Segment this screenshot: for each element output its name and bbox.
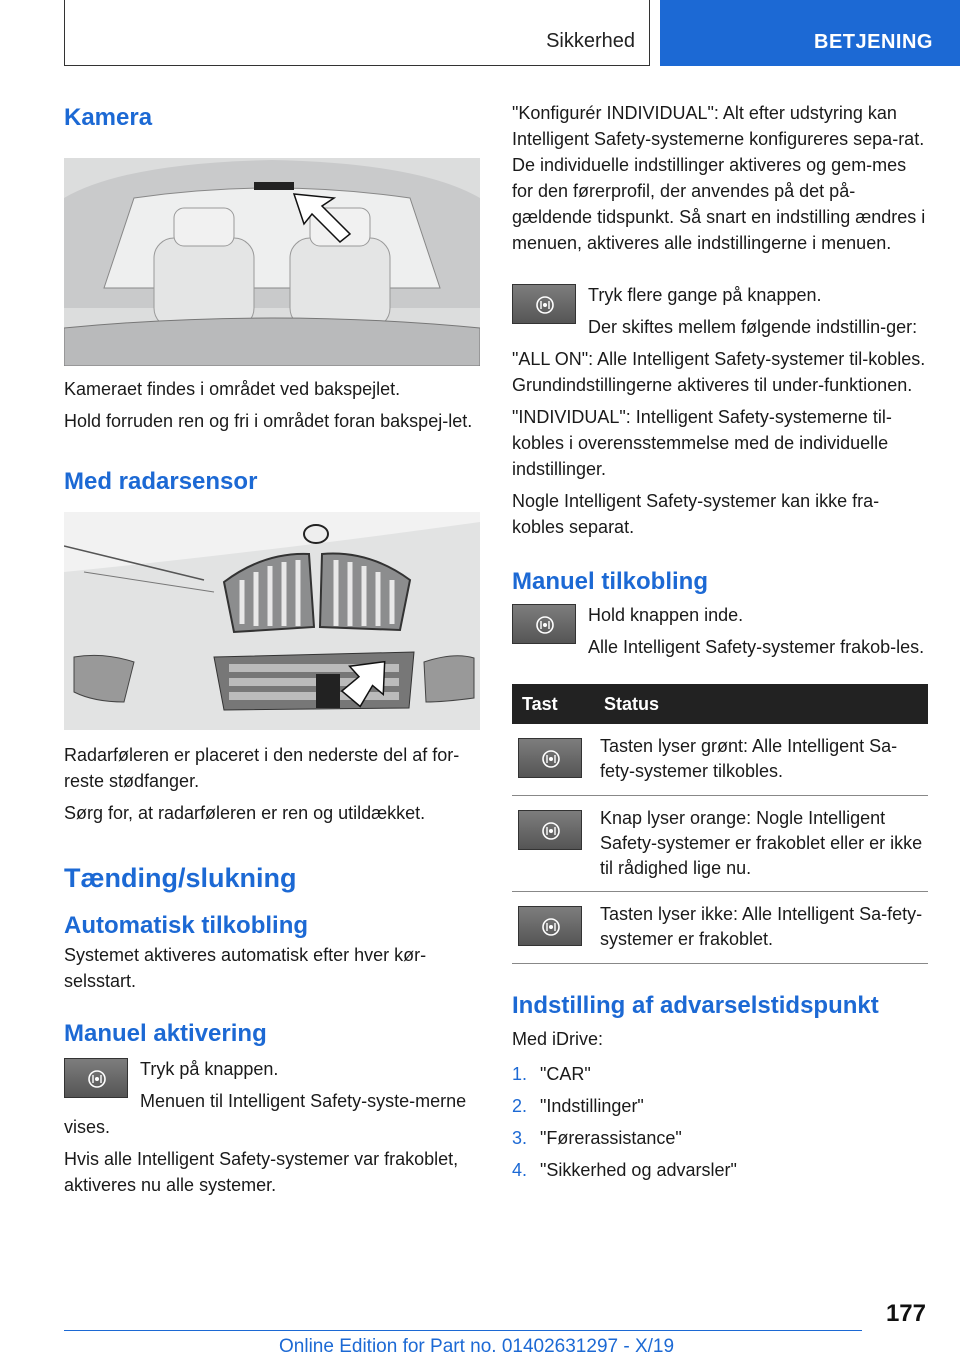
manual-activation-heading: Manuel aktivering [64, 1020, 267, 1047]
all-on-text: "ALL ON": Alle Intelligent Safety-systemer til-kobles. Grundindstillingerne aktiveres til under-funktionen. [512, 349, 926, 395]
table-header-status: Status [594, 684, 928, 724]
idrive-steps [512, 1058, 928, 1186]
hold-button-line-1: Hold knappen inde. [588, 605, 744, 625]
ignition-heading: Tænding/slukning [64, 863, 297, 893]
radar-text-2: Sørg for, at radarføleren er ren og utildækket. [64, 803, 426, 823]
right-column [512, 100, 928, 1186]
table-cell-status: Tasten lyser grønt: Alle Intelligent Sa-fety-systemer tilkobles. [594, 724, 928, 796]
header-chapter-tab [660, 0, 960, 66]
table-cell-status: Tasten lyser ikke: Alle Intelligent Sa-fety-systemer er frakoblet. [594, 892, 928, 964]
header-section-box [64, 0, 650, 66]
manual-activation-text-3: Hvis alle Intelligent Safety-systemer var frakoblet, aktiveres nu alle systemer. [64, 1149, 459, 1195]
table-row [512, 796, 928, 892]
list-item[interactable]: 1. "CAR" [512, 1064, 591, 1084]
camera-text-2: Hold forruden ren og fri i området foran bakspej-let. [64, 411, 473, 431]
list-item[interactable]: 4. "Sikkerhed og advarsler" [512, 1160, 737, 1180]
list-item[interactable]: 2. "Indstillinger" [512, 1096, 644, 1116]
safety-button-icon [512, 284, 576, 324]
left-column [64, 100, 482, 1198]
table-row [512, 724, 928, 796]
individual-text: "INDIVIDUAL": Intelligent Safety-systemerne til-kobles i overensstemmelse med de individuelle indstillinger. [512, 407, 892, 479]
press-repeat-line-1: Tryk flere gange på knappen. [588, 285, 822, 305]
some-systems-text: Nogle Intelligent Safety-systemer kan ikke fra-kobles separat. [512, 491, 880, 537]
radar-photo [64, 512, 480, 730]
camera-photo [64, 158, 480, 366]
idrive-text: Med iDrive: [512, 1029, 604, 1049]
list-item[interactable]: 3. "Førerassistance" [512, 1128, 682, 1148]
header-section-title: Sikkerhed [546, 30, 635, 52]
hold-button-line-2: Alle Intelligent Safety-systemer frakob-les. [588, 637, 925, 657]
table-row [512, 892, 928, 964]
table-header-key: Tast [512, 684, 594, 724]
radar-text-1: Radarføleren er placeret i den nederste del af for-reste stødfanger. [64, 745, 460, 791]
safety-button-icon [518, 738, 582, 778]
safety-button-icon [64, 1058, 128, 1098]
camera-text-1: Kameraet findes i området ved bakspejlet. [64, 379, 401, 399]
table-cell-status: Knap lyser orange: Nogle Intelligent Safety-systemer er frakoblet eller er ikke til rådighed lige nu. [594, 796, 928, 892]
manual-activation-row [64, 1056, 482, 1140]
safety-button-icon [518, 810, 582, 850]
warning-time-heading: Indstilling af advarselstidspunkt [512, 992, 879, 1019]
header-chapter-title: BETJENING [814, 31, 933, 53]
footer-divider [64, 1330, 862, 1331]
safety-button-icon [512, 604, 576, 644]
manual-activation-line-2: Menuen til Intelligent Safety-syste-merne vises. [64, 1091, 467, 1137]
press-repeat-line-2: Der skiftes mellem følgende indstillin-ger: [588, 317, 918, 337]
camera-heading: Kamera [64, 104, 153, 131]
page-number: 177 [885, 1300, 926, 1327]
auto-activation-text: Systemet aktiveres automatisk efter hver kør-selsstart. [64, 945, 427, 991]
auto-activation-heading: Automatisk tilkobling [64, 912, 309, 939]
manual-off-heading: Manuel tilkobling [512, 568, 708, 595]
press-repeat-row [512, 282, 928, 340]
status-table [512, 684, 928, 964]
radar-heading: Med radarsensor [64, 468, 258, 495]
safety-button-icon [518, 906, 582, 946]
hold-button-row [512, 602, 928, 660]
config-individual-text: "Konfigurér INDIVIDUAL": Alt efter udstyring kan Intelligent Safety-systemerne konfigureres sepa-rat. De individuelle indstillinger aktiveres og gem-mes for den førerprofil, der anvendes på det på-gældende tidspunkt. Så snart en indstilling ændres i menuen, aktiveres alle indstillingerne i menuen. [512, 103, 926, 253]
manual-activation-line-1: Tryk på knappen. [140, 1059, 279, 1079]
footer-text: Online Edition for Part no. 01402631297 - X/19 [279, 1336, 675, 1357]
